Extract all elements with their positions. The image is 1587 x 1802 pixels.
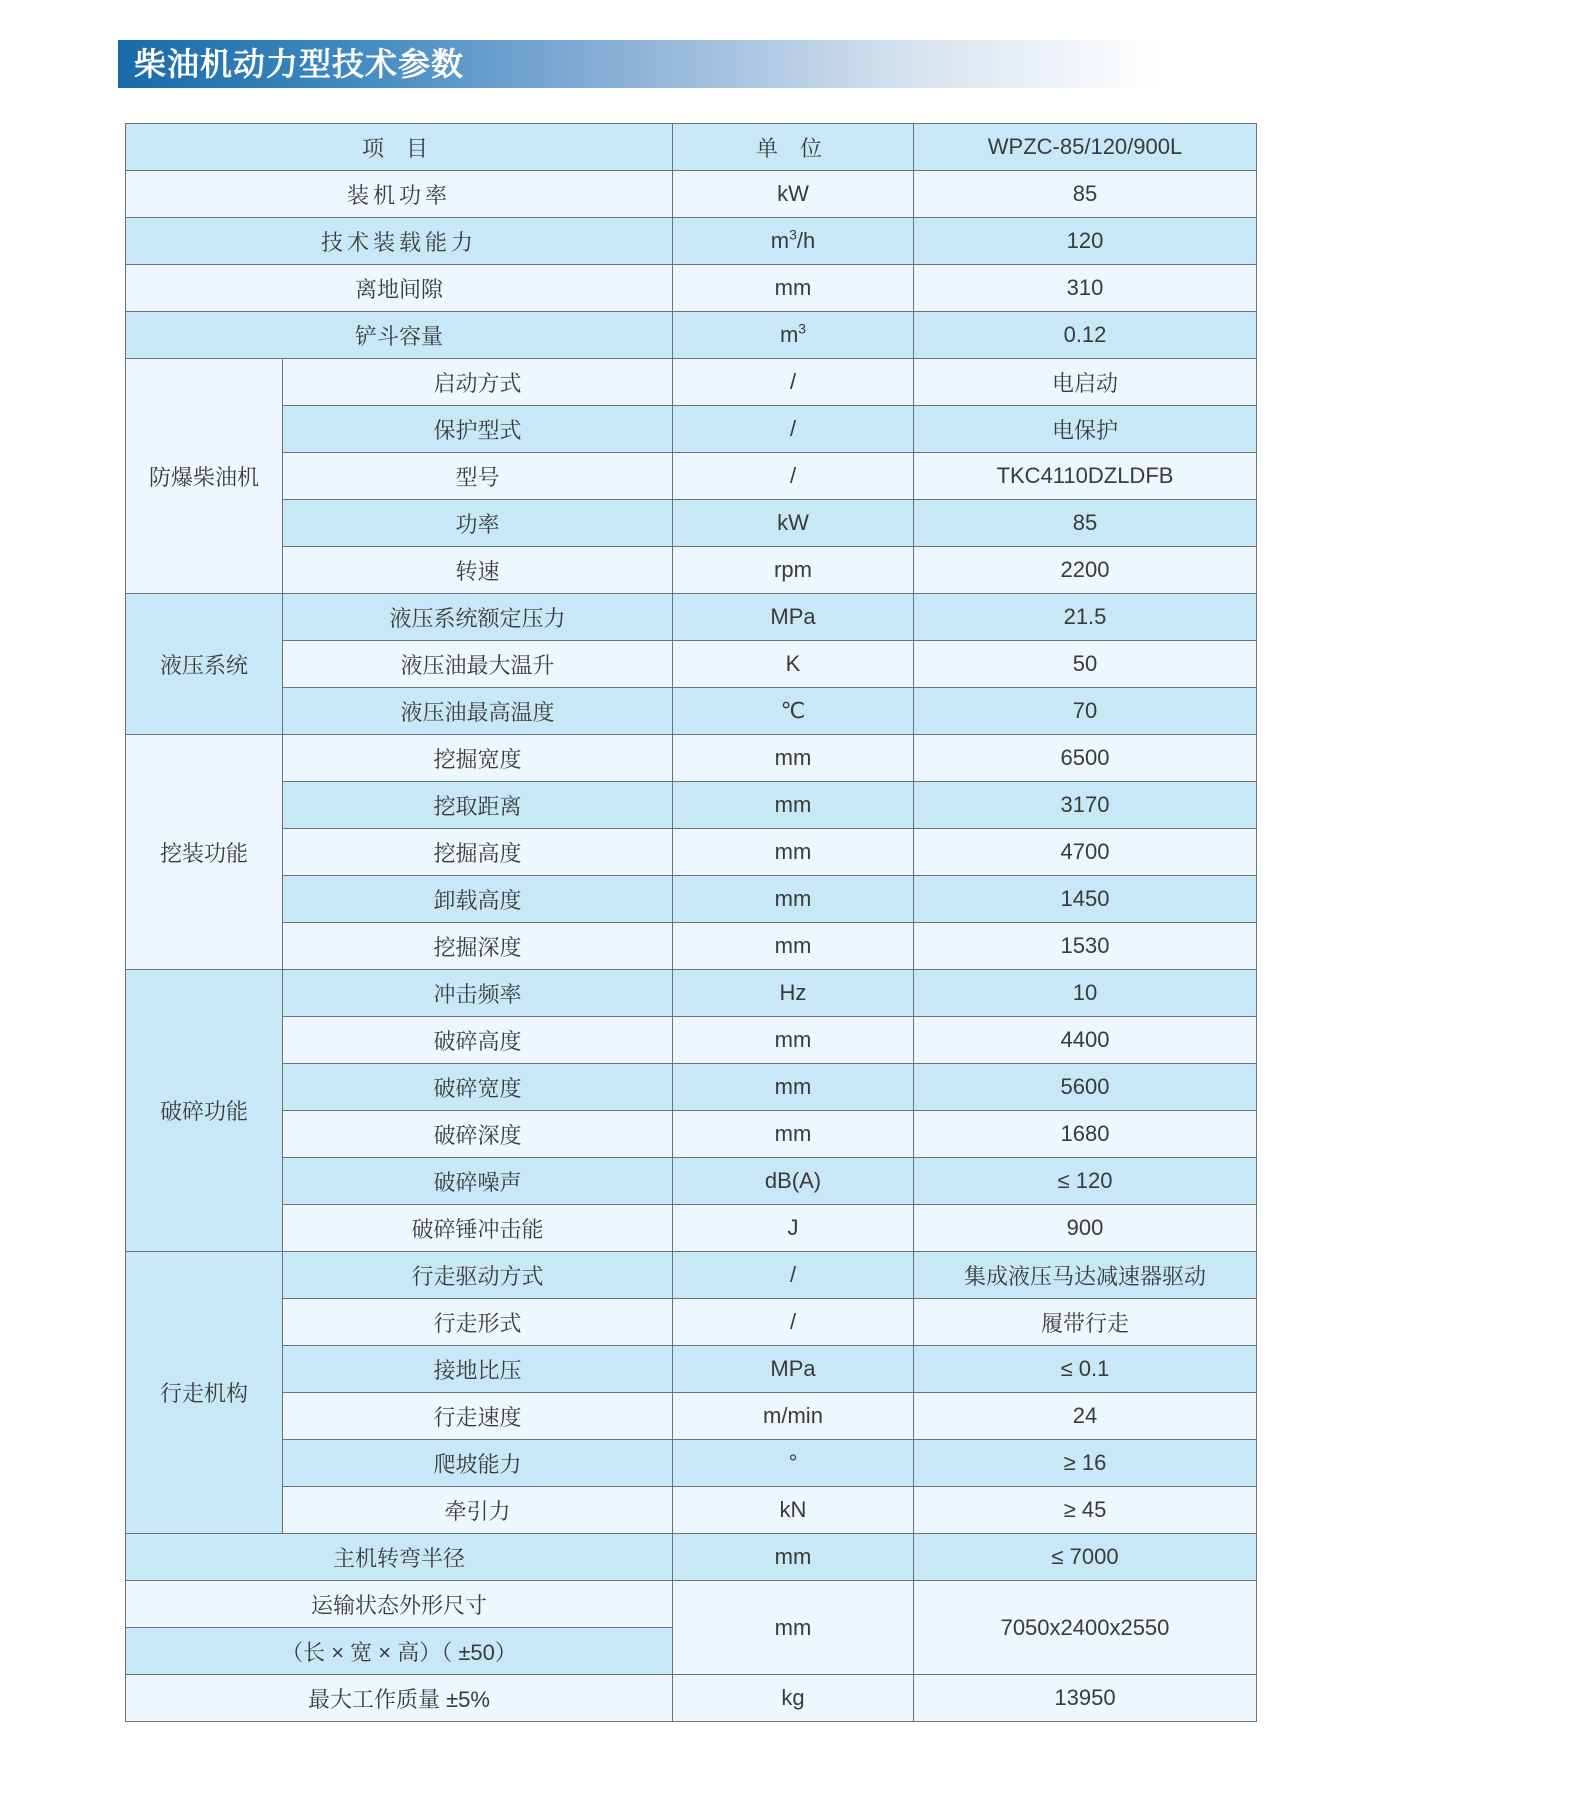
row-value: 120 bbox=[914, 218, 1257, 265]
row-unit: / bbox=[673, 406, 914, 453]
row-item: 挖掘高度 bbox=[283, 829, 673, 876]
row-unit: rpm bbox=[673, 547, 914, 594]
row-unit: $m^3$ bbox=[673, 312, 914, 359]
row-item: 技术装载能力 bbox=[126, 218, 673, 265]
row-unit: mm bbox=[673, 1064, 914, 1111]
row-value: 24 bbox=[914, 1393, 1257, 1440]
row-value: 5600 bbox=[914, 1064, 1257, 1111]
group-label: 挖装功能 bbox=[126, 735, 283, 970]
row-value: 85 bbox=[914, 500, 1257, 547]
row-value: ≤ 0.1 bbox=[914, 1346, 1257, 1393]
group-label: 防爆柴油机 bbox=[126, 359, 283, 594]
row-item: 运输状态外形尺寸 bbox=[126, 1581, 673, 1628]
row-value: 履带行走 bbox=[914, 1299, 1257, 1346]
row-item: 保护型式 bbox=[283, 406, 673, 453]
row-item: 牵引力 bbox=[283, 1487, 673, 1534]
row-item: 行走驱动方式 bbox=[283, 1252, 673, 1299]
row-unit: / bbox=[673, 359, 914, 406]
table-header-row bbox=[126, 124, 1257, 171]
row-item: 挖掘宽度 bbox=[283, 735, 673, 782]
spec-table bbox=[125, 123, 1257, 1722]
row-value: 集成液压马达减速器驱动 bbox=[914, 1252, 1257, 1299]
row-value: 21.5 bbox=[914, 594, 1257, 641]
header-unit: 单 位 bbox=[673, 124, 914, 171]
page-title: 柴油机动力型技术参数 bbox=[134, 45, 465, 83]
group-label: 行走机构 bbox=[126, 1252, 283, 1534]
title-banner bbox=[118, 40, 1158, 88]
row-unit: mm bbox=[673, 735, 914, 782]
row-value: 1450 bbox=[914, 876, 1257, 923]
table-row bbox=[126, 265, 1257, 312]
row-unit: dB(A) bbox=[673, 1158, 914, 1205]
row-item: 卸载高度 bbox=[283, 876, 673, 923]
row-value: 2200 bbox=[914, 547, 1257, 594]
header-item: 项 目 bbox=[126, 124, 673, 171]
row-value: 1680 bbox=[914, 1111, 1257, 1158]
row-unit: K bbox=[673, 641, 914, 688]
row-item: 转速 bbox=[283, 547, 673, 594]
row-unit: mm bbox=[673, 923, 914, 970]
group-label: 液压系统 bbox=[126, 594, 283, 735]
row-value: 900 bbox=[914, 1205, 1257, 1252]
row-item: 挖取距离 bbox=[283, 782, 673, 829]
row-item: 破碎深度 bbox=[283, 1111, 673, 1158]
row-unit: mm bbox=[673, 1111, 914, 1158]
header-model: WPZC-85/120/900L bbox=[914, 124, 1257, 171]
row-unit: $m^3/h$ bbox=[673, 218, 914, 265]
row-value: 4400 bbox=[914, 1017, 1257, 1064]
row-value: 70 bbox=[914, 688, 1257, 735]
row-unit: mm bbox=[673, 1581, 914, 1675]
table-row bbox=[126, 1675, 1257, 1722]
row-value: 0.12 bbox=[914, 312, 1257, 359]
row-unit: kW bbox=[673, 171, 914, 218]
row-item: （长 × 宽 × 高）（ ±50） bbox=[126, 1628, 673, 1675]
row-value: 电启动 bbox=[914, 359, 1257, 406]
table-row bbox=[126, 218, 1257, 265]
row-value: 50 bbox=[914, 641, 1257, 688]
row-unit: m/min bbox=[673, 1393, 914, 1440]
row-item: 最大工作质量 ±5% bbox=[126, 1675, 673, 1722]
row-unit: Hz bbox=[673, 970, 914, 1017]
table-row bbox=[126, 312, 1257, 359]
row-item: 破碎高度 bbox=[283, 1017, 673, 1064]
row-unit: mm bbox=[673, 1534, 914, 1581]
table-row bbox=[126, 171, 1257, 218]
row-unit: / bbox=[673, 453, 914, 500]
row-value: 4700 bbox=[914, 829, 1257, 876]
row-unit: mm bbox=[673, 265, 914, 312]
row-unit: mm bbox=[673, 876, 914, 923]
row-item: 铲斗容量 bbox=[126, 312, 673, 359]
table-row bbox=[126, 1534, 1257, 1581]
row-item: 破碎锤冲击能 bbox=[283, 1205, 673, 1252]
row-unit: ℃ bbox=[673, 688, 914, 735]
row-item: 液压油最高温度 bbox=[283, 688, 673, 735]
row-value: ≥ 16 bbox=[914, 1440, 1257, 1487]
row-item: 型号 bbox=[283, 453, 673, 500]
row-item: 冲击频率 bbox=[283, 970, 673, 1017]
row-item: 液压系统额定压力 bbox=[283, 594, 673, 641]
row-value: 1530 bbox=[914, 923, 1257, 970]
row-value: 85 bbox=[914, 171, 1257, 218]
row-item: 启动方式 bbox=[283, 359, 673, 406]
row-value: 13950 bbox=[914, 1675, 1257, 1722]
row-item: 离地间隙 bbox=[126, 265, 673, 312]
row-item: 破碎噪声 bbox=[283, 1158, 673, 1205]
row-unit: kW bbox=[673, 500, 914, 547]
row-item: 挖掘深度 bbox=[283, 923, 673, 970]
row-value: 6500 bbox=[914, 735, 1257, 782]
row-unit: / bbox=[673, 1252, 914, 1299]
row-unit: mm bbox=[673, 1017, 914, 1064]
row-value: 3170 bbox=[914, 782, 1257, 829]
row-item: 液压油最大温升 bbox=[283, 641, 673, 688]
row-item: 接地比压 bbox=[283, 1346, 673, 1393]
row-unit: / bbox=[673, 1299, 914, 1346]
row-value: 10 bbox=[914, 970, 1257, 1017]
row-unit: kg bbox=[673, 1675, 914, 1722]
row-item: 主机转弯半径 bbox=[126, 1534, 673, 1581]
row-value: 电保护 bbox=[914, 406, 1257, 453]
row-item: 行走形式 bbox=[283, 1299, 673, 1346]
row-item: 破碎宽度 bbox=[283, 1064, 673, 1111]
row-unit: MPa bbox=[673, 1346, 914, 1393]
row-unit: J bbox=[673, 1205, 914, 1252]
row-unit: ° bbox=[673, 1440, 914, 1487]
row-value: ≤ 120 bbox=[914, 1158, 1257, 1205]
row-value: TKC4110DZLDFB bbox=[914, 453, 1257, 500]
row-unit: mm bbox=[673, 829, 914, 876]
row-item: 装机功率 bbox=[126, 171, 673, 218]
table-row bbox=[126, 1581, 1257, 1628]
row-unit: MPa bbox=[673, 594, 914, 641]
group-label: 破碎功能 bbox=[126, 970, 283, 1252]
row-unit: mm bbox=[673, 782, 914, 829]
row-item: 爬坡能力 bbox=[283, 1440, 673, 1487]
row-value: ≥ 45 bbox=[914, 1487, 1257, 1534]
row-item: 功率 bbox=[283, 500, 673, 547]
row-value: 7050x2400x2550 bbox=[914, 1581, 1257, 1675]
row-item: 行走速度 bbox=[283, 1393, 673, 1440]
row-value: 310 bbox=[914, 265, 1257, 312]
row-value: ≤ 7000 bbox=[914, 1534, 1257, 1581]
row-unit: kN bbox=[673, 1487, 914, 1534]
